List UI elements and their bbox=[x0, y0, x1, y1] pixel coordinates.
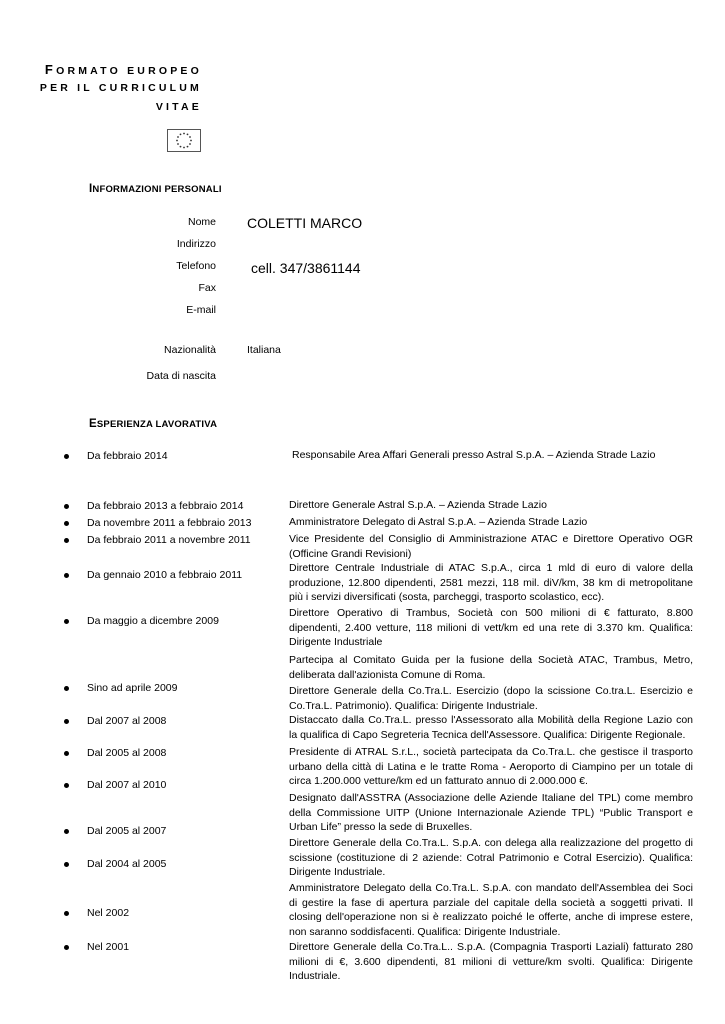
list-bullet bbox=[64, 573, 69, 578]
field-label-indirizzo: Indirizzo bbox=[176, 238, 216, 250]
field-value-nazionalita: Italiana bbox=[247, 344, 281, 356]
field-value-nome: COLETTI MARCO bbox=[247, 215, 363, 231]
eu-flag-icon bbox=[167, 129, 201, 152]
experience-description: Direttore Centrale Industriale di ATAC S.p.A., circa 1 mld di euro di valore della produzione, 12.800 dipendenti, 2581 mezzi, 118 mil. diV/km, 38 km di metropolitane più i servizi diversificati (sosta, parcheggi, trasporto scolastico, ecc). bbox=[289, 562, 693, 604]
experience-date: Nel 2001 bbox=[87, 941, 130, 953]
list-bullet bbox=[64, 521, 69, 526]
experience-date: Dal 2007 al 2008 bbox=[87, 715, 167, 727]
experience-date: Dal 2005 al 2007 bbox=[87, 825, 167, 837]
experience-description: Direttore Generale Astral S.p.A. – Azienda Strade Lazio bbox=[289, 499, 547, 511]
experience-date: Da febbraio 2013 a febbraio 2014 bbox=[87, 500, 244, 512]
section-heading-rest: NFORMAZIONI PERSONALI bbox=[92, 184, 222, 195]
experience-description: Direttore Generale della Co.Tra.L. S.p.A. con delega alla realizzazione del progetto di scissione (costituzione di 2 aziende: Cotral Patrimonio e Cotral Esercizio). Qualifica: Dirigente Industriale. bbox=[289, 837, 693, 879]
section-heading-initial: I bbox=[89, 183, 93, 195]
experience-description: Distaccato dalla Co.Tra.L. presso l'Assessorato alla Mobilità della Regione Lazio con la qualifica di Capo Segreteria Tecnica dell'Assessore. Qualifica: Dirigente Regionale. bbox=[289, 714, 693, 741]
experience-description: Direttore Generale della Co.Tra.L. Esercizio (dopo la scissione Co.tra.L. Esercizio e Co.Tra.L. Patrimonio). Qualifica: Dirigente Industriale. bbox=[289, 685, 693, 712]
list-bullet bbox=[64, 783, 69, 788]
experience-date: Da maggio a dicembre 2009 bbox=[87, 615, 219, 627]
list-bullet bbox=[64, 751, 69, 756]
experience-description: Responsabile Area Affari Generali presso Astral S.p.A. – Azienda Strade Lazio bbox=[292, 449, 656, 461]
experience-description: Amministratore Delegato della Co.Tra.L. S.p.A. con mandato dell'Assemblea dei Soci di gestire la fase di apertura parziale del capitale della società a soggetti privati. Il closing dell'operazione non si è realizzato poiché le offerte, anche di imprese estere, non saranno soddisfacenti. Qualifica: Dirigente Industriale. bbox=[289, 882, 693, 938]
field-label-nazionalita: Nazionalità bbox=[164, 344, 216, 356]
field-label-telefono: Telefono bbox=[176, 260, 216, 272]
experience-description: Presidente di ATRAL S.r.L., società partecipata da Co.Tra.L. che gestisce il trasporto urbano della città di Latina e le tratte Roma - Aeroporto di Ciampino per un totale di circa 1.200.000 vetture/km ed un fatturato annuo di 2.000.000 €. bbox=[289, 746, 693, 788]
experience-description: Direttore Operativo di Trambus, Società con 500 milioni di € fatturato, 8.800 dipendenti, 2.400 vetture, 118 milioni di vett/km ed una rete di 3.370 km. Qualifica: Dirigente Industriale bbox=[289, 607, 693, 649]
experience-date: Dal 2004 al 2005 bbox=[87, 858, 167, 870]
section-heading-initial: E bbox=[89, 418, 97, 430]
experience-date: Sino ad aprile 2009 bbox=[87, 682, 178, 694]
experience-description: Partecipa al Comitato Guida per la fusione della Società ATAC, Trambus, Metro, deliberata dall'azionista Comune di Roma. bbox=[289, 654, 693, 681]
field-label-email: E-mail bbox=[186, 304, 216, 316]
field-label-nome: Nome bbox=[187, 216, 216, 228]
cv-title-rest: ORMATO EUROPEO bbox=[56, 65, 202, 77]
list-bullet bbox=[64, 619, 69, 624]
list-bullet bbox=[64, 862, 69, 867]
experience-date: Da febbraio 2014 bbox=[87, 450, 168, 462]
experience-date: Da febbraio 2011 a novembre 2011 bbox=[87, 534, 251, 546]
list-bullet bbox=[64, 686, 69, 691]
section-heading-rest: SPERIENZA LAVORATIVA bbox=[96, 419, 218, 430]
cv-title-line-3: VITAE bbox=[155, 101, 202, 113]
cv-title-initial: F bbox=[44, 62, 57, 77]
experience-description: Vice Presidente del Consiglio di Amministrazione ATAC e Direttore Operativo OGR (Officine Grandi Revisioni) bbox=[289, 533, 693, 560]
experience-date: Da novembre 2011 a febbraio 2013 bbox=[87, 517, 252, 529]
experience-date: Da gennaio 2010 a febbraio 2011 bbox=[87, 569, 243, 581]
list-bullet bbox=[64, 454, 69, 459]
field-value-telefono: cell. 347/3861144 bbox=[251, 260, 361, 276]
list-bullet bbox=[64, 538, 69, 543]
experience-description: Designato dall'ASSTRA (Associazione delle Aziende Italiane del TPL) come membro della Commissione UITP (Unione Internazionale Aziende TPL) “Public Transport e Urban Life” presso la sede di Bruxelles. bbox=[289, 792, 693, 834]
field-label-fax: Fax bbox=[198, 282, 216, 294]
list-bullet bbox=[64, 719, 69, 724]
experience-date: Nel 2002 bbox=[87, 907, 130, 919]
section-heading-personal bbox=[89, 183, 222, 195]
section-heading-experience bbox=[89, 418, 217, 430]
experience-description: Amministratore Delegato di Astral S.p.A. – Azienda Strade Lazio bbox=[289, 516, 588, 528]
experience-date: Dal 2005 al 2008 bbox=[87, 747, 167, 759]
list-bullet bbox=[64, 829, 69, 834]
experience-description: Direttore Generale della Co.Tra.L.. S.p.A. (Compagnia Trasporti Laziali) fatturato 280 milioni di €, 3.600 dipendenti, 81 milioni di vetture/km svolti. Qualifica: Dirigente Industriale. bbox=[289, 941, 693, 983]
field-label-data-nascita: Data di nascita bbox=[146, 370, 216, 382]
list-bullet bbox=[64, 911, 69, 916]
experience-date: Dal 2007 al 2010 bbox=[87, 779, 167, 791]
cv-title-line-2: PER IL CURRICULUM bbox=[39, 82, 202, 94]
cv-title-line-1 bbox=[45, 63, 202, 77]
list-bullet bbox=[64, 504, 69, 509]
list-bullet bbox=[64, 945, 69, 950]
